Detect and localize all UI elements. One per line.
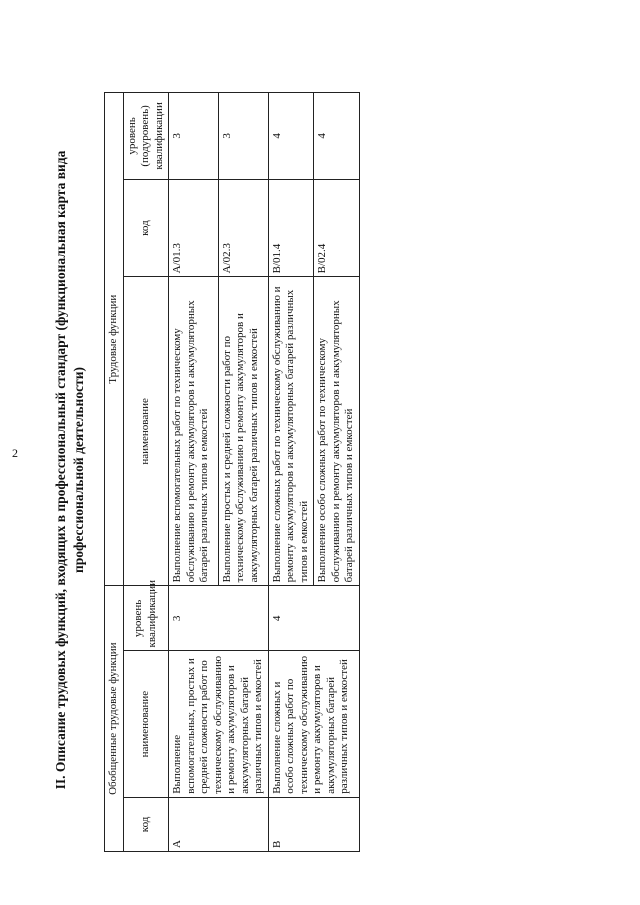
g-code-cell: A (169, 797, 269, 851)
title-line-2: профессиональной деятельности) (71, 367, 86, 573)
header-labor-functions: Трудовые функции (105, 93, 124, 586)
table-row (268, 93, 314, 852)
header-g-code: код (123, 797, 169, 851)
header-f-level: уровень (подуровень) квалификации (123, 93, 169, 180)
g-level-cell: 3 (169, 586, 269, 651)
f-code-cell: B/01.4 (268, 179, 314, 277)
g-name-cell: Выполнение сложных и особо сложных работ по техническому обслуживанию и ремонту аккумуляторов и аккумуляторных батарей различных типов и емкостей (268, 651, 359, 797)
f-name-cell: Выполнение вспомогательных работ по техническому обслуживанию и ремонту аккумуляторов и аккумуляторных батарей различных типов и емкостей (169, 277, 219, 586)
header-generalized: Обобщенные трудовые функции (105, 586, 124, 852)
g-name-cell: Выполнение вспомогательных, простых и средней сложности работ по техническому обслуживанию и ремонту аккумуляторов и аккумуляторных батарей различных типов и емкостей (169, 651, 269, 797)
page-number: 2 (12, 446, 18, 460)
f-level-cell: 3 (169, 93, 219, 180)
f-code-cell: B/02.4 (314, 179, 360, 277)
header-g-name: наименование (123, 651, 169, 797)
header-row-1 (105, 93, 124, 852)
f-code-cell: A/02.3 (218, 179, 268, 277)
f-level-cell: 4 (314, 93, 360, 180)
table-row (169, 93, 219, 852)
rotated-page-content (40, 60, 600, 880)
header-f-name: наименование (123, 277, 169, 586)
g-level-cell: 4 (268, 586, 359, 651)
header-row-2 (123, 93, 169, 852)
f-name-cell: Выполнение особо сложных работ по техническому обслуживанию и ремонту аккумуляторов и аккумуляторных батарей различных типов и емкостей (314, 277, 360, 586)
f-name-cell: Выполнение простых и средней сложности работ по техническому обслуживанию и ремонту аккумуляторов и аккумуляторных батарей различных типов и емкостей (218, 277, 268, 586)
g-code-cell: B (268, 797, 359, 851)
f-level-cell: 3 (218, 93, 268, 180)
f-name-cell: Выполнение сложных работ по техническому обслуживанию и ремонту аккумуляторов и аккумуляторных батарей различных типов и емкостей (268, 277, 314, 586)
title-line-1: II. Описание трудовых функций, входящих в профессиональный стандарт (функциональная карта вида (53, 150, 68, 790)
header-g-level: уровень квалификации (123, 586, 169, 651)
f-code-cell: A/01.3 (169, 179, 219, 277)
header-f-code: код (123, 179, 169, 277)
f-level-cell: 4 (268, 93, 314, 180)
section-title (52, 60, 88, 880)
functional-map-table (104, 92, 360, 852)
